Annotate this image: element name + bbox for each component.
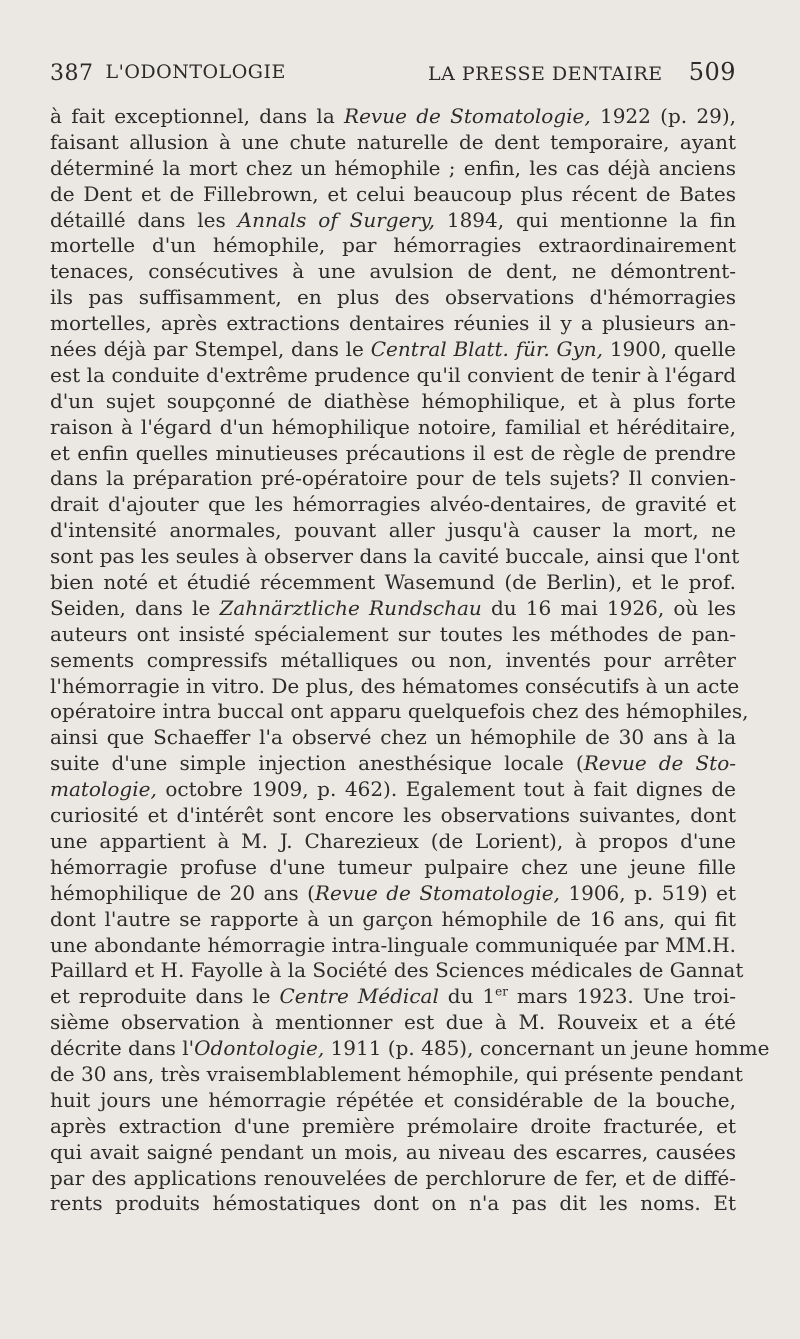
- text-line: [50, 363, 736, 389]
- text-run: l'hémorragie in vitro. De plus, des hématomes consécutifs à un acte: [50, 673, 740, 698]
- text-run: par des applications renouvelées de perchlorure de fer, et de diffé-: [50, 1165, 736, 1190]
- text-run: bien noté et étudié récemment Wasemund (de Berlin), et le prof.: [50, 570, 736, 595]
- text-run: tenaces, consécutives à une avulsion de dent, ne démontrent-: [50, 259, 736, 284]
- text-run: hémophilique de 20 ans (: [50, 880, 315, 905]
- text-line: [50, 259, 736, 285]
- text-line: [50, 751, 736, 777]
- text-run: ainsi que Schaeffer l'a observé chez un hémophile de 30 ans à la: [50, 725, 736, 750]
- text-run: 1900, quelle: [603, 337, 737, 362]
- text-line: [50, 673, 740, 700]
- text-run: d'intensité anormales, pouvant aller jusqu'à causer la mort, ne: [50, 518, 736, 543]
- text-run: faisant allusion à une chute naturelle de dent temporaire, ayant: [50, 129, 736, 154]
- left-running-title: L'ODONTOLOGIE: [105, 61, 286, 83]
- body-paragraph: [50, 104, 770, 1217]
- text-run: nées déjà par Stempel, dans le: [50, 337, 371, 362]
- italic-citation: Zahnärztliche Rundschau: [219, 595, 482, 620]
- text-run: dans la préparation pré-opératoire pour de tels sujets? Il convien-: [50, 466, 736, 491]
- italic-citation: Centre Médical: [279, 984, 439, 1009]
- text-line: [50, 1191, 736, 1217]
- italic-citation: Revue de Stomatologie,: [344, 104, 591, 128]
- text-line: [50, 441, 736, 467]
- text-run: curiosité et d'intérêt sont encore les observations suivantes, dont: [50, 803, 736, 828]
- left-page-number: 387: [50, 61, 94, 86]
- superscript: er: [495, 984, 508, 999]
- text-run: sements compressifs métalliques ou non, inventés pour arrêter: [50, 647, 736, 672]
- text-run: 1922 (p. 29),: [590, 104, 736, 128]
- text-run: Seiden, dans le: [50, 595, 220, 620]
- text-run: raison à l'égard d'un hémophilique notoire, familial et héréditaire,: [50, 414, 736, 439]
- text-line: [50, 777, 736, 803]
- text-run: une appartient à M. J. Charezieux (de Lorient), à propos d'une: [50, 828, 736, 853]
- text-line: [50, 881, 736, 907]
- text-run: 1906, p. 519) et: [559, 880, 736, 905]
- text-run: à fait exceptionnel, dans la: [50, 104, 345, 128]
- right-running-title: LA PRESSE DENTAIRE: [427, 63, 663, 85]
- text-run: suite d'une simple injection anesthésique locale (: [50, 751, 584, 776]
- text-line: [50, 933, 736, 959]
- text-run: Paillard et H. Fayolle à la Société des Sciences médicales de Gannat: [50, 958, 744, 983]
- text-run: est la conduite d'extrême prudence qu'il convient de tenir à l'égard: [50, 362, 736, 387]
- text-run: hémorragie profuse d'une tumeur pulpaire chez une jeune fille: [50, 854, 736, 879]
- text-line: [50, 1036, 770, 1062]
- text-run: 1894, qui mentionne la fin: [434, 207, 737, 232]
- text-run: octobre 1909, p. 462). Egalement tout à fait dignes de: [156, 777, 736, 802]
- right-page-number: 509: [688, 58, 736, 86]
- text-line: [50, 156, 736, 182]
- text-run: d'un sujet soupçonné de diathèse hémophilique, et à plus forte: [50, 388, 736, 413]
- text-run: mortelles, après extractions dentaires réunies il y a plusieurs an-: [50, 311, 736, 336]
- text-line: [50, 570, 736, 596]
- text-run: opératoire intra buccal ont apparu quelquefois chez des hémophiles,: [50, 699, 749, 724]
- text-line: [50, 803, 736, 829]
- text-run: mortelle d'un hémophile, par hémorragies extraordinairement: [50, 233, 736, 258]
- text-run: dont l'autre se rapporte à un garçon hémophile de 16 ans, qui fit: [50, 906, 736, 931]
- text-run: après extraction d'une première prémolaire droite fracturée, et: [50, 1113, 736, 1138]
- text-line: [50, 699, 749, 725]
- text-line: [50, 389, 736, 415]
- text-line: [50, 208, 736, 234]
- text-line: [50, 337, 736, 363]
- text-run: ils pas suffisamment, en plus des observations d'hémorragies: [50, 285, 736, 310]
- text-run: du 16 mai 1926, où les: [481, 595, 736, 620]
- italic-citation: Revue de Sto-: [583, 751, 736, 776]
- text-line: [50, 311, 736, 337]
- italic-citation: Revue de Stomatologie,: [314, 880, 560, 905]
- text-run: déterminé la mort chez un hémophile ; enfin, les cas déjà anciens: [50, 155, 736, 180]
- text-line: [50, 984, 736, 1010]
- text-line: [50, 855, 736, 881]
- running-header: [50, 58, 736, 98]
- text-run: drait d'ajouter que les hémorragies alvéo-dentaires, de gravité et: [50, 492, 736, 517]
- text-line: [50, 233, 736, 259]
- text-run: du 1: [438, 984, 496, 1009]
- text-run: auteurs ont insisté spécialement sur toutes les méthodes de pan-: [50, 621, 736, 646]
- text-line: [50, 648, 736, 674]
- text-line: [50, 1114, 736, 1140]
- text-run: sième observation à mentionner est due à M. Rouveix et a été: [50, 1010, 736, 1035]
- italic-citation: Odontologie,: [194, 1036, 325, 1061]
- italic-citation: Central Blatt. für. Gyn,: [370, 337, 604, 362]
- text-line: [50, 1088, 736, 1114]
- header-left: [50, 61, 286, 86]
- text-run: et enfin quelles minutieuses précautions il est de règle de prendre: [50, 440, 736, 465]
- text-line: [50, 1140, 736, 1166]
- text-line: [50, 596, 736, 622]
- text-line: [50, 466, 736, 492]
- text-run: décrite dans l': [50, 1036, 195, 1061]
- text-line: [50, 829, 736, 855]
- text-line: [50, 1061, 743, 1088]
- text-line: [50, 907, 736, 933]
- text-run: qui avait saigné pendant un mois, au niveau des escarres, causées: [50, 1139, 736, 1164]
- italic-citation: matologie,: [50, 777, 157, 802]
- text-line: [50, 415, 736, 441]
- text-line: [50, 1166, 736, 1192]
- text-line: [50, 544, 740, 570]
- text-line: [50, 1010, 736, 1036]
- text-run: rents produits hémostatiques dont on n'a pas dit les noms. Et: [50, 1191, 736, 1216]
- text-line: [50, 182, 736, 208]
- text-run: sont pas les seules à observer dans la cavité buccale, ainsi que l'ont: [50, 544, 740, 569]
- text-line: [50, 518, 736, 544]
- italic-citation: Annals of Surgery,: [237, 207, 435, 232]
- text-run: détaillé dans les: [50, 207, 238, 232]
- header-right: [428, 58, 736, 86]
- text-line: [50, 622, 736, 648]
- text-run: mars 1923. Une troi-: [507, 984, 736, 1009]
- text-run: une abondante hémorragie intra-linguale communiquée par MM.H.: [50, 932, 736, 957]
- text-run: de 30 ans, très vraisemblablement hémophile, qui présente pendant: [50, 1061, 743, 1086]
- text-line: [50, 130, 736, 156]
- text-line: [50, 492, 736, 518]
- text-line: [50, 958, 744, 984]
- text-run: et reproduite dans le: [50, 984, 280, 1009]
- text-run: 1911 (p. 485), concernant un jeune homme: [324, 1036, 770, 1061]
- text-line: [50, 285, 736, 311]
- text-run: de Dent et de Fillebrown, et celui beaucoup plus récent de Bates: [50, 181, 736, 206]
- text-run: huit jours une hémorragie répétée et considérable de la bouche,: [50, 1087, 736, 1112]
- text-line: [50, 104, 736, 130]
- text-line: [50, 725, 736, 751]
